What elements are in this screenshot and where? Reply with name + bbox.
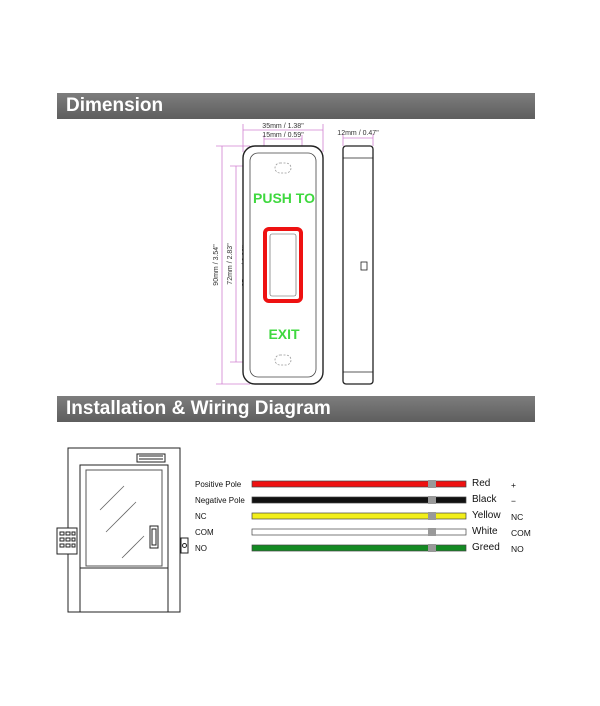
wire-function-label: NC	[511, 512, 524, 522]
section-header-dimension: Dimension	[57, 93, 535, 119]
section-header-wiring: Installation & Wiring Diagram	[57, 396, 535, 422]
wire-connector	[428, 512, 436, 520]
dim-height-mid: 72mm / 2.83"	[227, 243, 234, 285]
door-illustration	[57, 448, 188, 612]
device-side-view	[343, 146, 373, 384]
wire-pole-label: NC	[195, 512, 207, 521]
wire-pole-label: COM	[195, 528, 214, 537]
wire-list	[195, 478, 531, 554]
wire-row	[195, 478, 516, 490]
wire-function-label: +	[511, 480, 516, 490]
dim-depth: 12mm / 0.47"	[337, 130, 379, 137]
wire-color-label: Yellow	[472, 510, 501, 521]
wire-row	[195, 510, 523, 522]
wire-pole-label: Positive Pole	[195, 480, 242, 489]
wire-pole-label: Negative Pole	[195, 496, 245, 505]
push-to-text: PUSH TO	[253, 190, 315, 206]
wire-color-label: White	[472, 526, 498, 537]
wire-color-label: Greed	[472, 542, 500, 553]
wire-function-label: −	[511, 496, 516, 506]
wire-row	[195, 526, 531, 538]
device-front-view	[243, 146, 323, 384]
wire-connector	[428, 544, 436, 552]
dim-width-outer: 35mm / 1.38"	[262, 123, 304, 130]
wire-color-label: Black	[472, 494, 497, 505]
wire-connector	[428, 528, 436, 536]
wire-row	[195, 542, 524, 554]
wire-row	[195, 494, 516, 506]
wire-function-label: COM	[511, 528, 531, 538]
exit-text: EXIT	[268, 326, 300, 342]
wire-connector	[428, 480, 436, 488]
dim-height-outer: 90mm / 3.54"	[213, 244, 220, 286]
wire-color-label: Red	[472, 478, 491, 489]
wire-connector	[428, 496, 436, 504]
wire-function-label: NO	[511, 544, 524, 554]
dim-width-inner: 15mm / 0.59"	[262, 132, 304, 139]
wire-pole-label: NO	[195, 544, 207, 553]
